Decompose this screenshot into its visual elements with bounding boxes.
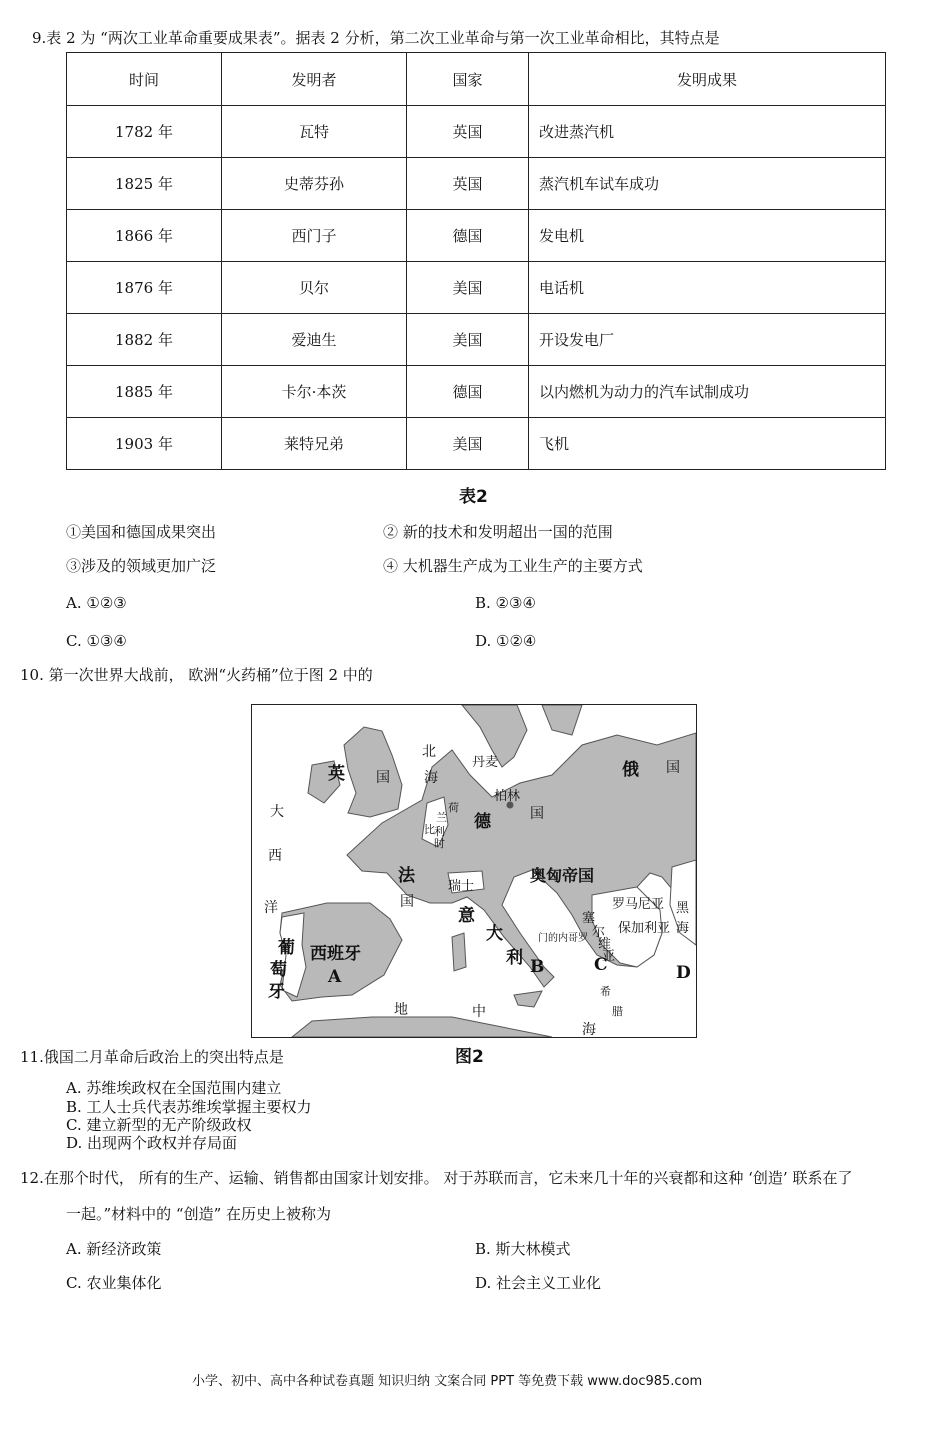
table-cell: 开设发电厂 — [529, 314, 886, 366]
label-montenegro: 门的内哥罗 — [538, 933, 588, 944]
table-row — [67, 262, 886, 314]
table-header-cell: 发明者 — [222, 53, 407, 106]
label-italy-3: 利 — [506, 948, 523, 968]
table-cell: 爱迪生 — [222, 314, 407, 366]
label-atlantic-3: 洋 — [264, 900, 278, 916]
label-greece-1: 希 — [600, 985, 611, 998]
label-britain-1: 英 — [328, 764, 345, 784]
label-serbia-4: 亚 — [602, 949, 616, 964]
table-cell: 美国 — [407, 262, 529, 314]
map-point-d: D — [676, 963, 691, 983]
table-row — [67, 158, 886, 210]
q10-stem: 10. 第一次世界大战前， 欧洲“火药桶”位于图 2 中的 — [20, 666, 373, 684]
label-black-sea-1: 黑 — [676, 901, 690, 916]
label-belgium-2: 利 — [434, 825, 445, 838]
label-serbia-1: 塞 — [582, 911, 596, 926]
statement-1: ①美国和德国成果突出 — [66, 523, 217, 541]
q12-stem-line1: 12.在那个时代， 所有的生产、运输、销售都由国家计划安排。 对于苏联而言，它未来几十年的兴衰都和这种 ‘创造’ 联系在了 — [20, 1169, 853, 1187]
table-cell: 1903 年 — [67, 418, 222, 470]
table-cell: 卡尔·本茨 — [222, 366, 407, 418]
label-netherlands-1: 荷 — [448, 801, 459, 814]
q11-option-c: C. 建立新型的无产阶级政权 — [66, 1116, 252, 1134]
statement-3: ③涉及的领域更加广泛 — [66, 557, 217, 575]
table-cell: 1876 年 — [67, 262, 222, 314]
label-bulgaria: 保加利亚 — [618, 921, 671, 936]
table-cell: 瓦特 — [222, 106, 407, 158]
table-row — [67, 314, 886, 366]
label-romania: 罗马尼亚 — [612, 897, 665, 912]
label-serbia-2: 尔 — [592, 925, 606, 940]
table-cell: 飞机 — [529, 418, 886, 470]
table-cell: 德国 — [407, 210, 529, 262]
table-cell: 1885 年 — [67, 366, 222, 418]
statement-2: ② 新的技术和发明超出一国的范围 — [383, 523, 613, 541]
label-atlantic-1: 大 — [270, 804, 284, 820]
table-cell: 美国 — [407, 418, 529, 470]
statement-4: ④ 大机器生产成为工业生产的主要方式 — [383, 557, 643, 575]
label-belgium-3: 时 — [434, 837, 445, 850]
table-cell: 英国 — [407, 106, 529, 158]
sardinia — [452, 933, 466, 971]
label-north-sea-2: 海 — [424, 770, 438, 786]
q11-option-d: D. 出现两个政权并存局面 — [66, 1134, 238, 1152]
label-france-1: 法 — [398, 866, 415, 886]
inventions-table — [66, 52, 886, 470]
table-cell: 发电机 — [529, 210, 886, 262]
table-cell: 改进蒸汽机 — [529, 106, 886, 158]
table-cell: 1882 年 — [67, 314, 222, 366]
label-germany-1: 德 — [474, 812, 491, 832]
table-cell: 贝尔 — [222, 262, 407, 314]
label-britain-2: 国 — [376, 770, 390, 786]
table-row — [67, 366, 886, 418]
label-portugal-3: 牙 — [268, 982, 285, 1002]
label-germany-2: 国 — [530, 806, 544, 822]
label-belgium-1: 比 — [424, 823, 435, 836]
q12-option-d: D. 社会主义工业化 — [475, 1274, 602, 1292]
map-point-a: A — [328, 967, 342, 987]
map-caption: 图2 — [455, 1047, 484, 1067]
label-med-1: 地 — [394, 1002, 408, 1018]
label-italy-1: 意 — [458, 906, 475, 926]
q9-option-d: D. ①②④ — [475, 632, 537, 650]
label-atlantic-2: 西 — [268, 848, 282, 864]
label-black-sea-2: 海 — [676, 921, 690, 936]
label-switzerland: 瑞士 — [448, 879, 475, 894]
table-cell: 美国 — [407, 314, 529, 366]
table-cell: 电话机 — [529, 262, 886, 314]
label-denmark: 丹麦 — [472, 755, 499, 770]
q11-option-a: A. 苏维埃政权在全国范围内建立 — [66, 1079, 282, 1097]
label-netherlands-2: 兰 — [436, 811, 447, 824]
table-row — [67, 418, 886, 470]
table-header-cell: 国家 — [407, 53, 529, 106]
table-cell: 莱特兄弟 — [222, 418, 407, 470]
q9-option-c: C. ①③④ — [66, 632, 127, 650]
table-cell: 1782 年 — [67, 106, 222, 158]
q12-option-b: B. 斯大林模式 — [475, 1240, 571, 1258]
label-russia-1: 俄 — [622, 760, 639, 780]
table-cell: 史蒂芬孙 — [222, 158, 407, 210]
label-portugal-2: 萄 — [270, 960, 287, 980]
label-portugal-1: 葡 — [278, 938, 295, 958]
table-header-row — [67, 53, 886, 106]
europe-map — [251, 704, 697, 1038]
table-cell: 英国 — [407, 158, 529, 210]
label-greece-2: 腊 — [612, 1005, 623, 1018]
q12-option-a: A. 新经济政策 — [66, 1240, 162, 1258]
table-cell: 以内燃机为动力的汽车试制成功 — [529, 366, 886, 418]
label-med-2: 中 — [472, 1004, 486, 1020]
label-spain: 西班牙 — [310, 944, 361, 964]
page-footer: 小学、初中、高中各种试卷真题 知识归纳 文案合同 PPT 等免费下载 www.doc985.com — [192, 1374, 703, 1389]
table-cell: 德国 — [407, 366, 529, 418]
q9-option-b: B. ②③④ — [475, 594, 536, 612]
q11-option-b: B. 工人士兵代表苏维埃掌握主要权力 — [66, 1098, 312, 1116]
map-point-b: B — [530, 957, 545, 977]
label-italy-2: 大 — [486, 924, 503, 944]
table-cell: 西门子 — [222, 210, 407, 262]
label-berlin: 柏林 — [494, 789, 521, 804]
q9-option-a: A. ①②③ — [66, 594, 127, 612]
q9-stem: 9.表 2 为 “两次工业革命重要成果表”。据表 2 分析，第二次工业革命与第一次工业革命相比，其特点是 — [32, 29, 720, 47]
table-header-cell: 时间 — [67, 53, 222, 106]
table-cell: 1825 年 — [67, 158, 222, 210]
label-med-3: 海 — [582, 1022, 596, 1038]
map-point-c: C — [594, 955, 608, 975]
label-north-sea-1: 北 — [422, 744, 436, 760]
table-header-cell: 发明成果 — [529, 53, 886, 106]
q12-stem-line2: 一起。”材料中的 “创造” 在历史上被称为 — [66, 1205, 332, 1223]
table-cell: 蒸汽机车试车成功 — [529, 158, 886, 210]
q11-stem: 11.俄国二月革命后政治上的突出特点是 — [20, 1048, 284, 1066]
label-russia-2: 国 — [666, 760, 680, 776]
label-serbia-3: 维 — [598, 937, 612, 952]
table-row — [67, 210, 886, 262]
table-caption: 表2 — [459, 487, 488, 507]
table-row — [67, 106, 886, 158]
label-austria-hungary: 奥匈帝国 — [530, 866, 595, 885]
label-france-2: 国 — [400, 894, 414, 910]
table-cell: 1866 年 — [67, 210, 222, 262]
q12-option-c: C. 农业集体化 — [66, 1274, 162, 1292]
